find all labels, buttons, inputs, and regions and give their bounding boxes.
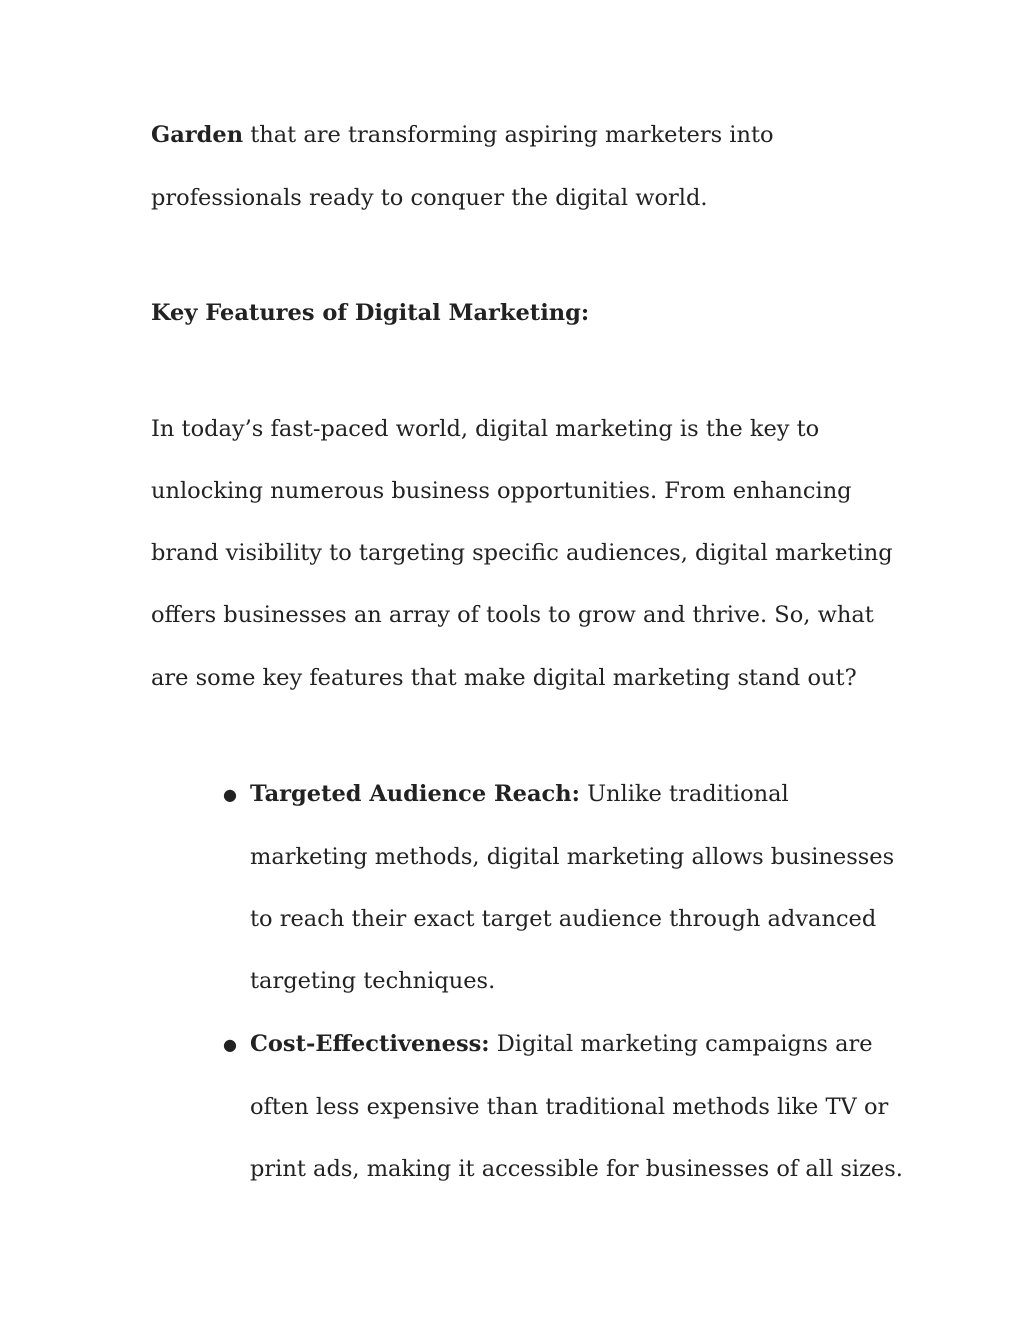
bullet-1-first-line xyxy=(250,783,789,806)
intro-bold-lead: Garden xyxy=(151,122,244,148)
paragraph-line: In today’s fast-paced world, digital marketing is the key to xyxy=(151,416,820,442)
paragraph-line: are some key features that make digital marketing stand out? xyxy=(151,665,857,691)
paragraph-line: offers businesses an array of tools to grow and thrive. So, what xyxy=(151,602,874,628)
paragraph-line: brand visibility to targeting specific audiences, digital marketing xyxy=(151,540,893,566)
bullet-2-first-line-rest: Digital marketing campaigns are xyxy=(489,1031,873,1057)
bullet-marker: ● xyxy=(223,785,237,804)
bullet-2-line: often less expensive than traditional methods like TV or xyxy=(250,1094,889,1120)
section-heading: Key Features of Digital Marketing: xyxy=(151,300,590,326)
bullet-2-first-line xyxy=(250,1033,873,1056)
intro-line-2: professionals ready to conquer the digital world. xyxy=(151,185,708,211)
bullet-1-first-line-rest: Unlike traditional xyxy=(579,781,789,807)
bullet-1-line: marketing methods, digital marketing allows businesses xyxy=(250,844,895,870)
paragraph-line: unlocking numerous business opportunities. From enhancing xyxy=(151,478,852,504)
intro-line-1 xyxy=(151,124,774,147)
bullet-2-title: Cost-Effectiveness: xyxy=(250,1031,490,1057)
bullet-2-line: print ads, making it accessible for businesses of all sizes. xyxy=(250,1156,903,1182)
bullet-1-line: targeting techniques. xyxy=(250,968,496,994)
bullet-1-title: Targeted Audience Reach: xyxy=(250,781,580,807)
intro-line-1-rest: that are transforming aspiring marketers into xyxy=(243,122,774,148)
bullet-marker: ● xyxy=(223,1035,237,1054)
bullet-1-line: to reach their exact target audience through advanced xyxy=(250,906,877,932)
